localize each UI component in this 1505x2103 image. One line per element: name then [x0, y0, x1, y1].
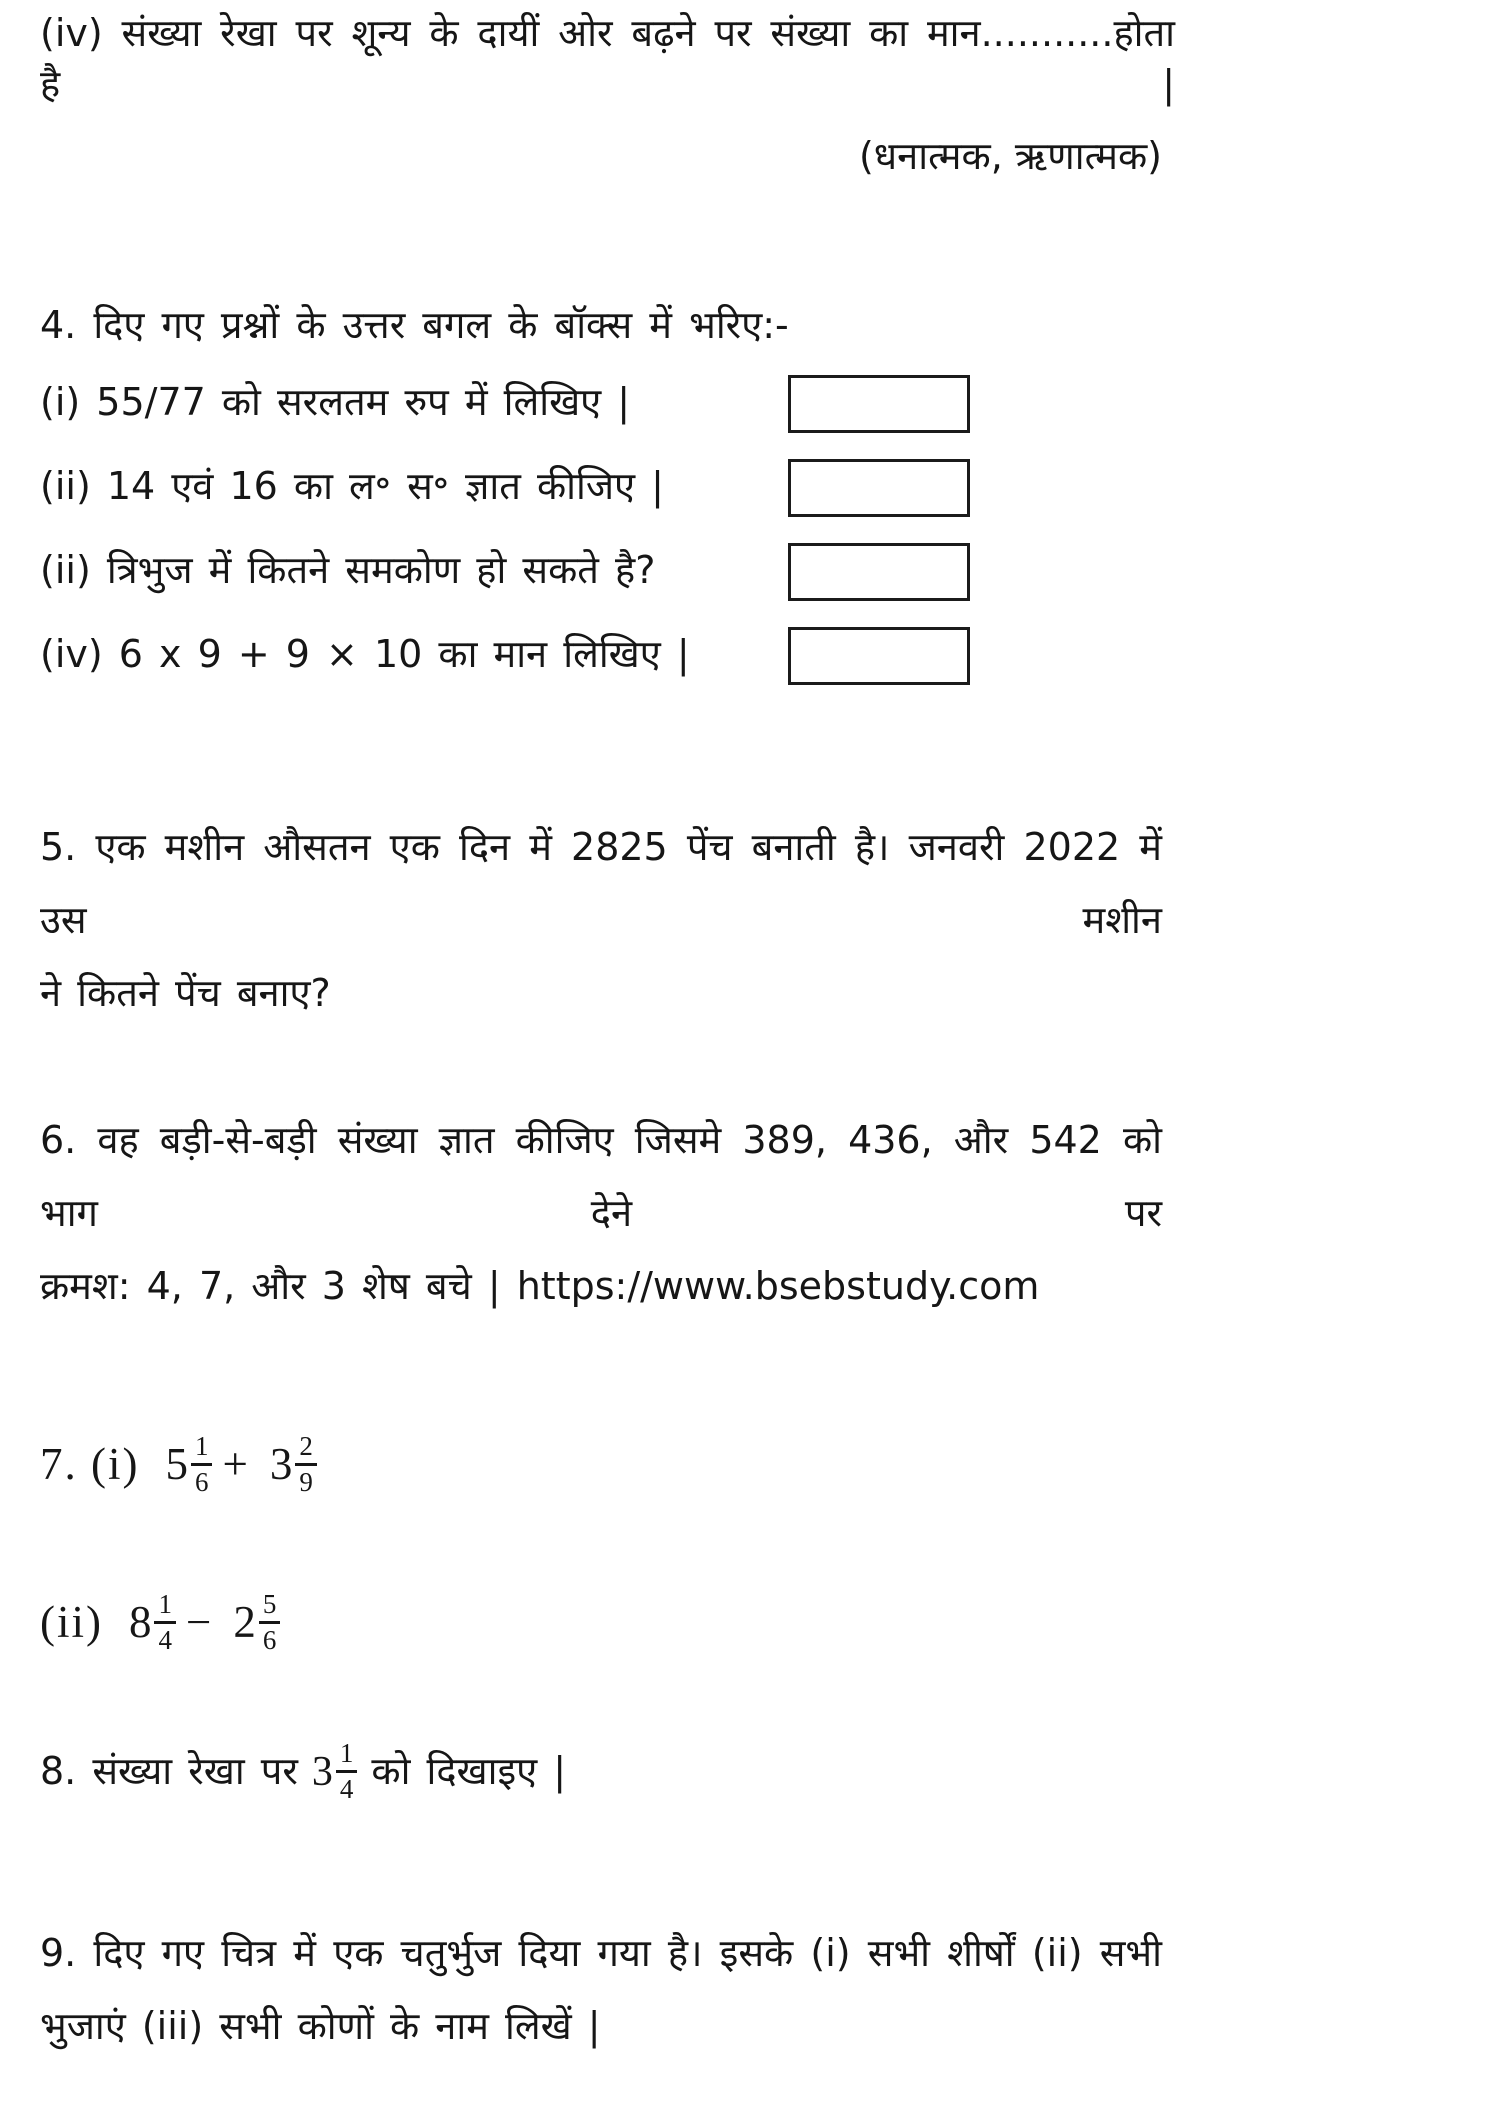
- question-9-line-1: 9. दिए गए चित्र में एक चतुर्भुज दिया गया है। इसके (i) सभी शीर्षों (ii) सभी: [40, 1930, 1162, 1975]
- fraction: [336, 1739, 358, 1804]
- question-4-item-2: [40, 461, 1465, 519]
- question-4-item-2-text: (ii) 14 एवं 16 का ल॰ स॰ ज्ञात कीजिए |: [40, 464, 664, 509]
- whole-number: 8: [128, 1597, 152, 1648]
- fraction-numerator: 1: [336, 1739, 358, 1773]
- whole-number: 3: [311, 1748, 333, 1795]
- fraction-denominator: 6: [262, 1625, 277, 1656]
- mixed-fraction: [165, 1432, 212, 1497]
- fraction: [259, 1590, 281, 1655]
- fraction-numerator: 1: [154, 1590, 176, 1624]
- question-6-line-2: क्रमश: 4, 7, और 3 शेष बचे | https://www.bsebstudy.com: [40, 1263, 1040, 1308]
- question-iv-answer-options: (धनात्मक, ऋणात्मक): [858, 133, 1162, 178]
- question-5-line-1: 5. एक मशीन औसतन एक दिन में 2825 पेंच बनाती है। जनवरी 2022 में उस मशीन: [40, 825, 1162, 943]
- question-4-item-3: [40, 545, 1465, 603]
- fraction-numerator: 1: [191, 1432, 213, 1466]
- mixed-fraction: [129, 1590, 176, 1655]
- question-4-item-4: [40, 629, 1465, 687]
- whole-number: 2: [233, 1597, 256, 1648]
- question-4-item-1: [40, 377, 1465, 435]
- fraction-numerator: 2: [295, 1432, 317, 1466]
- question-5: [40, 811, 1465, 1030]
- question-8-suffix: को दिखाइए |: [371, 1749, 566, 1794]
- mixed-fraction: [312, 1739, 358, 1804]
- question-4-item-4-text: (iv) 6 x 9 + 9 × 10 का मान लिखिए |: [40, 632, 690, 677]
- question-7-part-i-label: 7. (i): [40, 1439, 140, 1490]
- answer-box-3[interactable]: [788, 543, 970, 601]
- question-7-part-ii: [40, 1577, 1465, 1669]
- question-8: [40, 1727, 1465, 1817]
- whole-number: 5: [165, 1439, 188, 1490]
- fraction-denominator: 9: [299, 1467, 313, 1498]
- minus-operator: −: [185, 1597, 212, 1648]
- question-9-line-2: भुजाएं (iii) सभी कोणों के नाम लिखें |: [40, 2003, 601, 2048]
- answer-box-2[interactable]: [788, 459, 970, 517]
- fraction-denominator: 6: [194, 1467, 209, 1498]
- question-8-prefix: 8. संख्या रेखा पर: [40, 1749, 298, 1794]
- answer-box-1[interactable]: [788, 375, 970, 433]
- mixed-fraction: [270, 1432, 317, 1497]
- fraction-denominator: 4: [339, 1774, 354, 1805]
- fraction: [295, 1432, 317, 1497]
- plus-operator: +: [222, 1439, 248, 1490]
- question-5-line-2: ने कितने पेंच बनाए?: [40, 971, 331, 1016]
- question-6: [40, 1104, 1465, 1323]
- question-4-item-1-text: (i) 55/77 को सरलतम रुप में लिखिए |: [40, 380, 631, 425]
- question-9: [40, 1917, 1465, 2063]
- fraction-denominator: 4: [158, 1625, 172, 1656]
- question-7-part-ii-label: (ii): [40, 1597, 103, 1648]
- answer-box-4[interactable]: [788, 627, 970, 685]
- question-4-heading: 4. दिए गए प्रश्नों के उत्तर बगल के बॉक्स में भरिए:-: [40, 302, 789, 347]
- fraction: [191, 1432, 213, 1497]
- fraction-numerator: 5: [259, 1590, 281, 1624]
- fraction: [154, 1590, 176, 1655]
- question-iv-fill-blank: (iv) संख्या रेखा पर शून्य के दायीं ओर बढ़ने पर संख्या का मान...........होता है |: [40, 11, 1175, 107]
- question-7-part-i: [40, 1419, 1465, 1511]
- mixed-fraction: [233, 1590, 280, 1655]
- question-4-item-3-text: (ii) त्रिभुज में कितने समकोण हो सकते है?: [40, 548, 656, 593]
- question-6-line-1: 6. वह बड़ी-से-बड़ी संख्या ज्ञात कीजिए जिसमे 389, 436, और 542 को भाग देने पर: [40, 1118, 1162, 1235]
- whole-number: 3: [269, 1439, 293, 1490]
